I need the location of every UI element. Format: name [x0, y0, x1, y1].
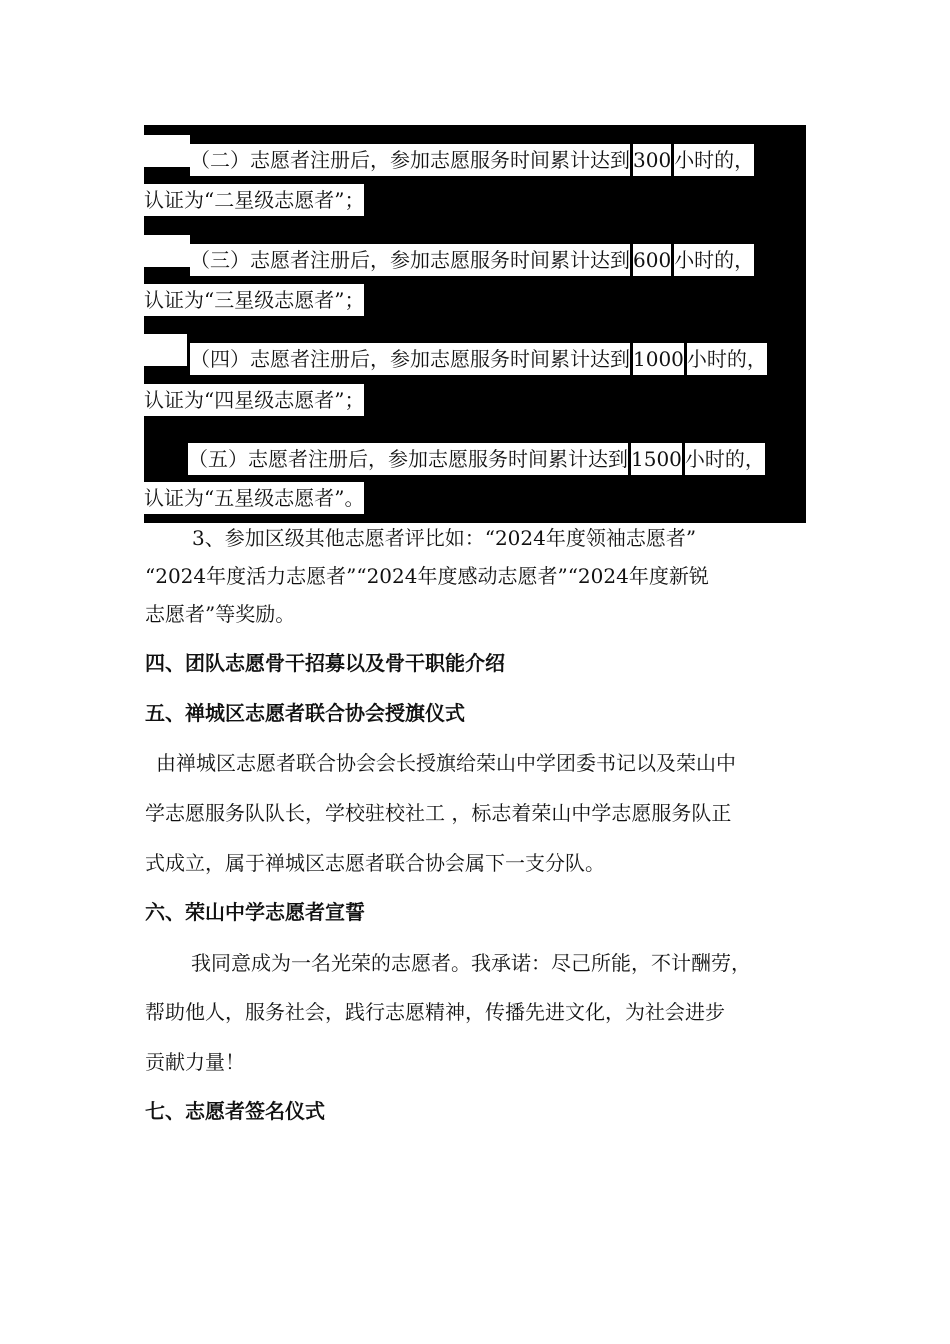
section-5-heading: 五、禅城区志愿者联合协会授旗仪式: [145, 701, 465, 725]
star-level-3-prefix: （三）志愿者注册后，参加志愿服务时间累计达到: [190, 244, 630, 276]
star-level-2-suffix: 小时的，: [674, 144, 754, 176]
section-5-line-2: 学志愿服务队队长，学校驻校社工 ，标志着荣山中学志愿服务队正: [145, 801, 732, 825]
star-level-3-line: [144, 235, 755, 272]
star-level-2-cert: 认证为“二星级志愿者”；: [144, 184, 364, 216]
star-level-4-cert: 认证为“四星级志愿者”；: [144, 384, 364, 416]
star-level-5-prefix: （五）志愿者注册后，参加志愿服务时间累计达到: [188, 443, 628, 475]
section-6-line-3: 贡献力量！: [145, 1050, 245, 1074]
star-level-3-cert: 认证为“三星级志愿者”；: [144, 284, 364, 316]
star-level-4-hours: 1000: [633, 343, 684, 375]
star-level-3-suffix: 小时的，: [674, 244, 754, 276]
star-level-5-suffix: 小时的，: [685, 443, 765, 475]
star-level-5-line: [188, 434, 765, 471]
star-level-4-prefix: （四）志愿者注册后，参加志愿服务时间累计达到: [190, 343, 630, 375]
section-6-line-1: 我同意成为一名光荣的志愿者。我承诺：尽己所能，不计酬劳，: [191, 951, 751, 975]
star-level-3-hours: 600: [633, 244, 671, 276]
star-level-4-line: [144, 334, 767, 371]
item3-line-1: 3、参加区级其他志愿者评比如：“2024年度领袖志愿者”: [192, 526, 697, 550]
section-6-line-2: 帮助他人，服务社会，践行志愿精神，传播先进文化，为社会进步: [145, 1000, 725, 1024]
item3-line-2: “2024年度活力志愿者”“2024年度感动志愿者”“2024年度新锐: [145, 564, 709, 588]
section-4-heading: 四、团队志愿骨干招募以及骨干职能介绍: [145, 651, 505, 675]
section-5-line-3: 式成立，属于禅城区志愿者联合协会属下一支分队。: [145, 851, 605, 875]
star-level-2-prefix: （二）志愿者注册后，参加志愿服务时间累计达到: [190, 144, 630, 176]
star-level-2-hours: 300: [633, 144, 671, 176]
section-6-heading: 六、荣山中学志愿者宣誓: [145, 900, 365, 924]
item3-line-3: 志愿者”等奖励。: [145, 602, 296, 626]
star-level-5-cert: 认证为“五星级志愿者”。: [144, 482, 364, 514]
section-5-line-1: 由禅城区志愿者联合协会会长授旗给荣山中学团委书记以及荣山中: [156, 751, 736, 775]
star-level-4-suffix: 小时的，: [687, 343, 767, 375]
section-7-heading: 七、志愿者签名仪式: [145, 1099, 325, 1123]
star-level-2-line: [144, 135, 755, 172]
star-level-5-hours: 1500: [631, 443, 682, 475]
